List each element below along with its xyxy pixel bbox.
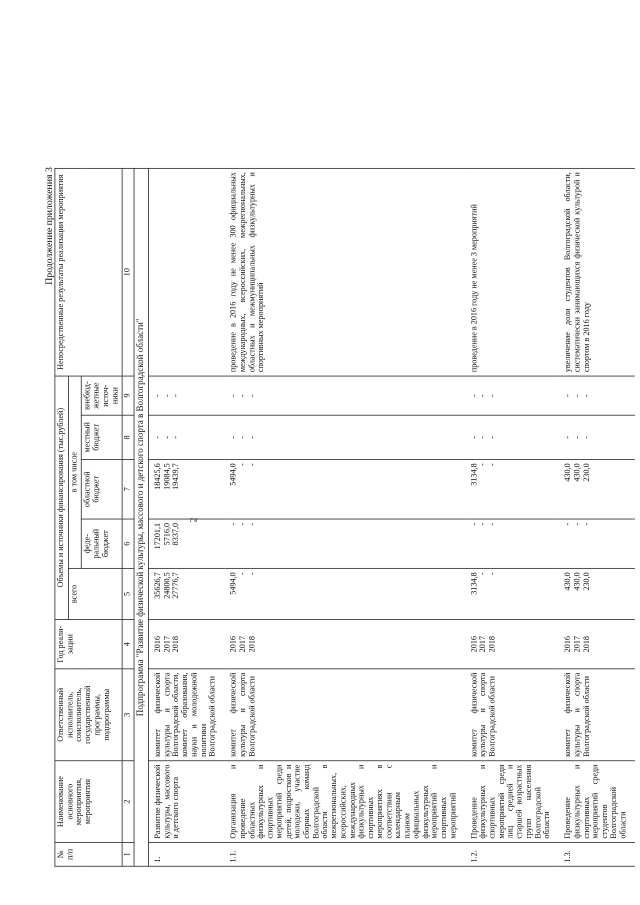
total-amount-value: 230,0 <box>581 572 592 591</box>
activity-name: Развитие физической культуры, массового и детского спорта <box>149 761 225 843</box>
regional-amount-value: - <box>487 463 497 467</box>
header-responsible: Ответственный исполнитель, соисполнитель, государственной программы, подпрограммы <box>55 669 123 761</box>
federal-amount <box>559 519 635 568</box>
year-value: 2017 <box>478 635 488 653</box>
local-amount-value: - <box>581 435 592 439</box>
regional-amount-value: 18425,6 <box>153 463 163 490</box>
responsible-executor: комитет физической культуры и спорта Волгоградской области <box>225 669 465 761</box>
column-number: 8 <box>122 415 134 459</box>
header-extra: внебюд-жетные источ-ники <box>82 376 123 415</box>
local-amount-value: - <box>572 435 582 439</box>
table-body <box>149 168 636 866</box>
table-header <box>55 168 134 866</box>
federal-amount <box>225 519 465 568</box>
extra-amount-value: - <box>487 394 497 397</box>
column-number: 2 <box>122 761 134 843</box>
regional-amount-value: 430,0 <box>572 463 582 482</box>
extra-amount-value: - <box>572 394 582 397</box>
federal-amount <box>465 519 559 568</box>
total-amount <box>149 568 225 619</box>
header-regional: областной бюджет <box>82 459 123 519</box>
activity-name: Организация и проведение областных физкультурных и спортивных мероприятий среди детей, подростков и молодежи, участие сборных команд Волгоградской области в межрегиональных, всероссийских, международных физкультурных и спортивных мероприятиях в соответствии с календарным планом официальных физкультурных мероприятий и спортивных мероприятий <box>225 761 465 843</box>
header-total: всего <box>68 568 122 619</box>
total-amount-value: - <box>487 572 497 575</box>
regional-amount-value: - <box>478 463 488 467</box>
year-value: 2016 <box>469 635 479 653</box>
column-number: 5 <box>122 568 134 619</box>
year <box>149 619 225 668</box>
year <box>465 619 559 668</box>
expected-result <box>149 168 225 376</box>
regional-amount <box>465 459 559 519</box>
column-number: 3 <box>122 669 134 761</box>
document-page <box>0 135 628 905</box>
table-row <box>225 168 465 866</box>
responsible-executor: комитет физической культуры и спорта Волгоградской области, комитет образования, науки и молодежной политики Волгоградской области <box>149 669 225 761</box>
year-value: 2017 <box>162 635 172 653</box>
row-number: 1.2. <box>465 842 559 866</box>
extra-amount-value: - <box>469 394 479 397</box>
local-amount-value: - <box>162 435 172 439</box>
federal-amount-value: - <box>563 522 573 526</box>
extra-amount-value: - <box>581 394 592 397</box>
year-value: 2016 <box>229 635 239 653</box>
regional-amount-value: - <box>247 463 257 467</box>
subprogram-title: Подпрограмма "Развитие физической культуры, массового и детского спорта в Волгоградской области" <box>134 168 148 866</box>
regional-amount-value: 19439,7 <box>171 463 181 490</box>
year-value: 2018 <box>581 635 592 653</box>
federal-amount-value: - <box>581 522 592 526</box>
header-result: Непосредственные результаты реализации мероприятия <box>55 168 123 376</box>
year-value: 2017 <box>238 635 248 653</box>
column-number: 10 <box>122 168 134 376</box>
local-amount-value: - <box>171 435 181 439</box>
column-number: 6 <box>122 519 134 568</box>
row-number: 1.1. <box>225 842 465 866</box>
year-value: 2016 <box>153 635 163 653</box>
federal-amount-value: 8337,0 <box>171 522 181 546</box>
responsible-executor: комитет физической культуры и спорта Волгоградской области <box>559 669 635 761</box>
table-row <box>465 168 559 866</box>
federal-amount-value: - <box>478 522 488 526</box>
total-amount-value: - <box>247 572 257 575</box>
federal-amount-value: - <box>247 522 257 526</box>
year-value: 2018 <box>247 635 257 653</box>
extra-amount-value: - <box>563 394 573 397</box>
total-amount-value: - <box>478 572 488 575</box>
row-number: 1. <box>149 842 225 866</box>
local-amount <box>465 415 559 459</box>
federal-amount <box>149 519 225 568</box>
header-local: местный бюджет <box>82 415 123 459</box>
expected-result: проведение в 2016 году не менее 3 мероприятий <box>465 168 559 376</box>
regional-amount <box>149 459 225 519</box>
regional-amount-value: 230,0 <box>581 463 592 482</box>
total-amount-value: 3134,8 <box>469 572 479 595</box>
extra-amount-value: - <box>171 394 181 397</box>
local-amount-value: - <box>563 435 573 439</box>
total-amount-value: 24800,5 <box>162 572 172 599</box>
local-amount <box>225 415 465 459</box>
extra-amount <box>149 376 225 415</box>
regional-amount-value: - <box>238 463 248 467</box>
responsible-executor: комитет физической культуры и спорта Волгоградской области <box>465 669 559 761</box>
total-amount-value: 430,0 <box>572 572 582 591</box>
year <box>559 619 635 668</box>
year-value: 2016 <box>563 635 573 653</box>
extra-amount-value: - <box>247 394 257 397</box>
extra-amount <box>465 376 559 415</box>
year-value: 2017 <box>572 635 582 653</box>
total-amount-value: 35626,7 <box>153 572 163 599</box>
activity-name: Проведение физкультурных и спортивных мероприятий среди лиц средней и старшей возрастных групп населения Волгоградской области <box>465 761 559 843</box>
extra-amount <box>559 376 635 415</box>
year <box>225 619 465 668</box>
local-amount-value: - <box>487 435 497 439</box>
header-funding: Объемы и источники финансирования (тыс.рублей) <box>55 376 68 619</box>
column-number: 9 <box>122 376 134 415</box>
header-federal: феде-ральный бюджет <box>82 519 123 568</box>
local-amount <box>149 415 225 459</box>
year-value: 2018 <box>171 635 181 653</box>
federal-amount-value: - <box>469 522 479 526</box>
extra-amount-value: - <box>162 394 172 397</box>
regional-amount-value: 430,0 <box>563 463 573 482</box>
expected-result: увеличение доли студентов Волгоградской области, систематически занимающихся физической культурой и спортом в 2016 году <box>559 168 635 376</box>
table-row <box>149 168 225 866</box>
extra-amount-value: - <box>238 394 248 397</box>
activity-name: Проведение физкультурных и спортивных мероприятий среди студентов Волгоградской области <box>559 761 635 843</box>
regional-amount <box>559 459 635 519</box>
total-amount-value: - <box>238 572 248 575</box>
federal-amount-value: 5716,0 <box>162 522 172 546</box>
expected-result: проведение в 2016 году не менее 300 официальных международных, всероссийских, межрегиональных, областных и межмуниципальных физкультурных и спортивных мероприятий <box>225 168 465 376</box>
year-value: 2018 <box>487 635 497 653</box>
regional-amount-value: 5494,0 <box>229 463 239 486</box>
federal-amount-value: - <box>229 522 239 526</box>
total-amount-value: 5494,0 <box>229 572 239 595</box>
local-amount-value: - <box>247 435 257 439</box>
local-amount-value: - <box>153 435 163 439</box>
total-amount <box>465 568 559 619</box>
federal-amount-value: - <box>238 522 248 526</box>
extra-amount-value: - <box>478 394 488 397</box>
extra-amount-value: - <box>153 394 163 397</box>
local-amount-value: - <box>238 435 248 439</box>
federal-amount-value: - <box>572 522 582 526</box>
local-amount <box>559 415 635 459</box>
extra-amount-value: - <box>229 394 239 397</box>
extra-amount <box>225 376 465 415</box>
header-num: № п/п <box>55 842 123 866</box>
local-amount-value: - <box>229 435 239 439</box>
column-number: 4 <box>122 619 134 668</box>
federal-amount-value: 17201,1 <box>153 522 163 550</box>
header-including: в том числе <box>68 376 81 568</box>
local-amount-value: - <box>478 435 488 439</box>
header-name: Наименование основного мероприятия, мероприятия <box>55 761 123 843</box>
funding-table <box>54 168 635 867</box>
table-row <box>559 168 635 866</box>
header-year: Год реали-зации <box>55 619 123 668</box>
regional-amount-value: 3134,8 <box>469 463 479 486</box>
row-number: 1.3. <box>559 842 635 866</box>
regional-amount-value: 19084,5 <box>162 463 172 490</box>
column-number: 7 <box>122 459 134 519</box>
federal-amount-value: - <box>487 522 497 526</box>
total-amount-value: 430,0 <box>563 572 573 591</box>
continuation-title: Продолжение приложения 3 <box>44 167 55 285</box>
column-number: 1 <box>122 842 134 866</box>
column-numbers-row <box>122 168 134 866</box>
total-amount-value: 27776,7 <box>171 572 181 599</box>
total-amount <box>559 568 635 619</box>
page-number: 2 <box>188 517 200 523</box>
regional-amount <box>225 459 465 519</box>
total-amount <box>225 568 465 619</box>
local-amount-value: - <box>469 435 479 439</box>
